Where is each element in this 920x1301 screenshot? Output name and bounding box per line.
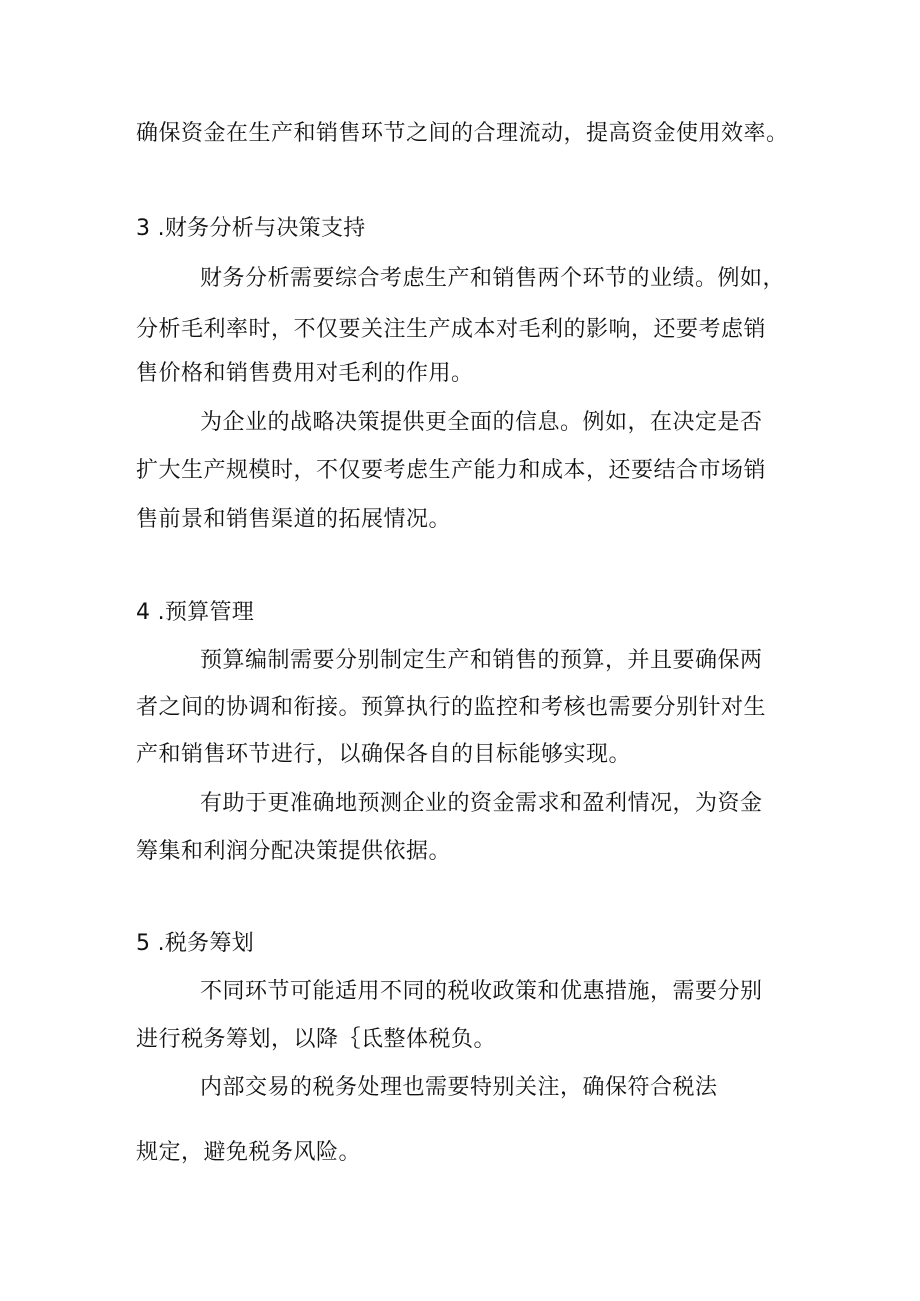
- paragraph-line: 预算编制需要分别制定生产和销售的预算，并且要确保两: [200, 648, 763, 673]
- paragraph-line: 者之间的协调和衔接。预算执行的监控和考核也需要分别针对生: [136, 695, 767, 720]
- paragraph-line: 内部交易的税务处理也需要特别关注，确保符合税法: [200, 1075, 718, 1100]
- section-heading: 5 .税务筹划: [136, 931, 255, 956]
- paragraph-line: 确保资金在生产和销售环节之间的合理流动，提高资金使用效率。: [136, 121, 789, 146]
- paragraph-line: 扩大生产规模时，不仅要考虑生产能力和成本，还要结合市场销: [136, 458, 767, 483]
- paragraph-line: 规定，避免税务风险。: [136, 1140, 362, 1165]
- paragraph-line: 分析毛利率时，不仅要关注生产成本对毛利的影响，还要考虑销: [136, 317, 767, 342]
- paragraph-line: 产和销售环节进行，以确保各自的目标能够实现。: [136, 742, 632, 767]
- paragraph-line: 财务分析需要综合考虑生产和销售两个环节的业绩。例如，: [200, 266, 786, 291]
- paragraph-line: 售前景和销售渠道的拓展情况。: [136, 507, 452, 532]
- paragraph-line: 进行税务筹划，以降｛氐整体税负。: [136, 1027, 497, 1052]
- paragraph-line: 有助于更准确地预测企业的资金需求和盈利情况，为资金: [200, 791, 763, 816]
- paragraph-line: 为企业的战略决策提供更全面的信息。例如，在决定是否: [200, 410, 763, 435]
- paragraph-line: 售价格和销售费用对毛利的作用。: [136, 361, 474, 386]
- section-heading: 3 .财务分析与决策支持: [136, 216, 366, 241]
- section-heading: 4 .预算管理: [136, 600, 255, 625]
- paragraph-line: 不同环节可能适用不同的税收政策和优惠措施，需要分别: [200, 979, 763, 1004]
- paragraph-line: 筹集和利润分配决策提供依据。: [136, 839, 452, 864]
